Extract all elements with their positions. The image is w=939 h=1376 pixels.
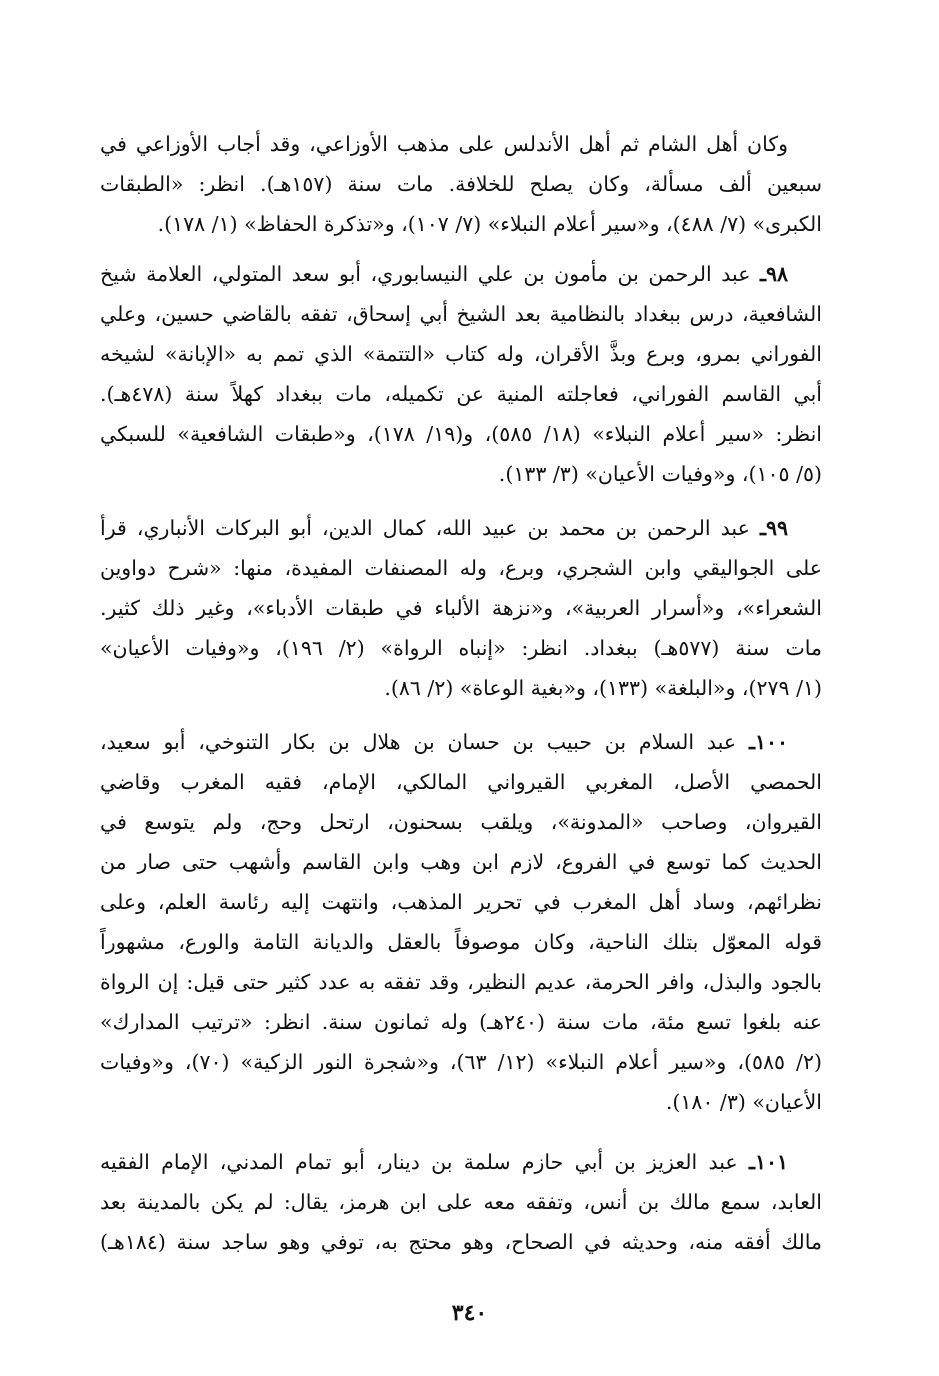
entry-continuation: [100, 124, 822, 244]
text-line: قوله المعوّل بتلك الناحية، وكان موصوفاً بالعقل والديانة التامة والورع، مشهوراً: [100, 930, 822, 954]
text-line: القيروان، وصاحب «المدونة»، ويلقب بسحنون، ارتحل وحج، ولم يتوسع في: [100, 810, 822, 834]
text-line: العابد، سمع مالك بن أنس، وتفقه معه على ابن هرمز، يقال: لم يكن بالمدينة بعد: [100, 1190, 822, 1214]
text-line: عنه بلغوا تسع مئة، مات سنة (٢٤٠هـ) وله ثمانون سنة. انظر: «ترتيب المدارك»: [100, 1010, 822, 1034]
text-line: الشافعية، درس ببغداد بالنظامية بعد الشيخ أبي إسحاق، تفقه بالقاضي حسين، وعلي: [100, 302, 822, 326]
entry-98: [100, 254, 822, 494]
text-line: على الجواليقي وابن الشجري، وبرع، وله المصنفات المفيدة، منها: «شرح دواوين: [100, 556, 822, 580]
text-line: [100, 1142, 822, 1182]
text-line: الشعراء»، و«أسرار العربية»، و«نزهة الألباء في طبقات الأدباء»، وغير ذلك كثير.: [100, 596, 822, 620]
entry-first-line: عبد الرحمن بن محمد بن عبيد الله، كمال الدين، أبو البركات الأنباري، قرأ: [100, 516, 750, 540]
page-number: ٣٤٠: [451, 1300, 488, 1326]
text-line: وكان أهل الشام ثم أهل الأندلس على مذهب الأوزاعي، وقد أجاب الأوزاعي في: [100, 132, 788, 156]
text-line: مالك أفقه منه، وحديثه في الصحاح، وهو محتج به، توفي وهو ساجد سنة (١٨٤هـ): [100, 1230, 822, 1254]
text-line: نظرائهم، وساد أهل المغرب في تحرير المذهب، وانتهت إليه رئاسة العلم، وعلى: [100, 890, 822, 914]
text-line: (١/ ٢٧٩)، و«البلغة» (١٣٣)، و«بغية الوعاة» (٢/ ٨٦).: [384, 676, 822, 700]
text-line: الفوراني بمرو، وبرع وبذَّ الأقران، وله كتاب «التتمة» الذي تمم به «الإبانة» لشيخه: [100, 342, 822, 366]
entry-99: [100, 508, 822, 708]
text-line: مات سنة (٥٧٧هـ) ببغداد. انظر: «إنباه الرواة» (٢/ ١٩٦)، و«وفيات الأعيان»: [100, 636, 822, 660]
text-line: (٢/ ٥٨٥)، و«سير أعلام النبلاء» (١٢/ ٦٣)، و«شجرة النور الزكية» (٧٠)، و«وفيات: [100, 1050, 822, 1074]
text-line: انظر: «سير أعلام النبلاء» (١٨/ ٥٨٥)، و(١٩/ ١٧٨)، و«طبقات الشافعية» للسبكي: [100, 422, 822, 446]
text-line: الحمصي الأصل، المغربي القيرواني المالكي، الإمام، فقيه المغرب وقاضي: [100, 770, 822, 794]
entry-first-line: عبد العزيز بن أبي حازم سلمة بن دينار، أبو تمام المدني، الإمام الفقيه: [100, 1150, 738, 1174]
text-line: (٥/ ١٠٥)، و«وفيات الأعيان» (٣/ ١٣٣).: [498, 462, 822, 486]
text-line: الكبرى» (٧/ ٤٨٨)، و«سير أعلام النبلاء» (٧/ ١٠٧)، و«تذكرة الحفاظ» (١/ ١٧٨).: [157, 212, 822, 236]
entry-number: ١٠١ـ: [748, 1150, 788, 1174]
text-line: بالجود والبذل، وافر الحرمة، عديم النظير، وقد تفقه به عدد كثير حتى قيل: إن الرواة: [100, 970, 822, 994]
text-line: سبعين ألف مسألة، وكان يصلح للخلافة. مات سنة (١٥٧هـ). انظر: «الطبقات: [100, 172, 822, 196]
text-line: الحديث كما توسع في الفروع، لازم ابن وهب وابن القاسم وأشهب حتى صار من: [100, 850, 822, 874]
text-line: أبي القاسم الفوراني، فعاجلته المنية عن تكميله، مات ببغداد كهلاً سنة (٤٧٨هـ).: [100, 382, 822, 406]
entry-number: ١٠٠ـ: [748, 730, 788, 754]
entry-first-line: عبد السلام بن حبيب بن حسان بن هلال بن بكار التنوخي، أبو سعيد،: [100, 730, 737, 754]
entry-first-line: عبد الرحمن بن مأمون بن علي النيسابوري، أبو سعد المتولي، العلامة شيخ: [100, 262, 751, 286]
text-line: الأعيان» (٣/ ١٨٠).: [665, 1090, 822, 1114]
text-line: [100, 508, 822, 548]
entry-number: ٩٨ـ: [759, 262, 788, 286]
entry-number: ٩٩ـ: [759, 516, 788, 540]
entry-100: [100, 722, 822, 1122]
text-line: [100, 254, 822, 294]
entry-101: [100, 1142, 822, 1262]
text-line: [100, 722, 822, 762]
